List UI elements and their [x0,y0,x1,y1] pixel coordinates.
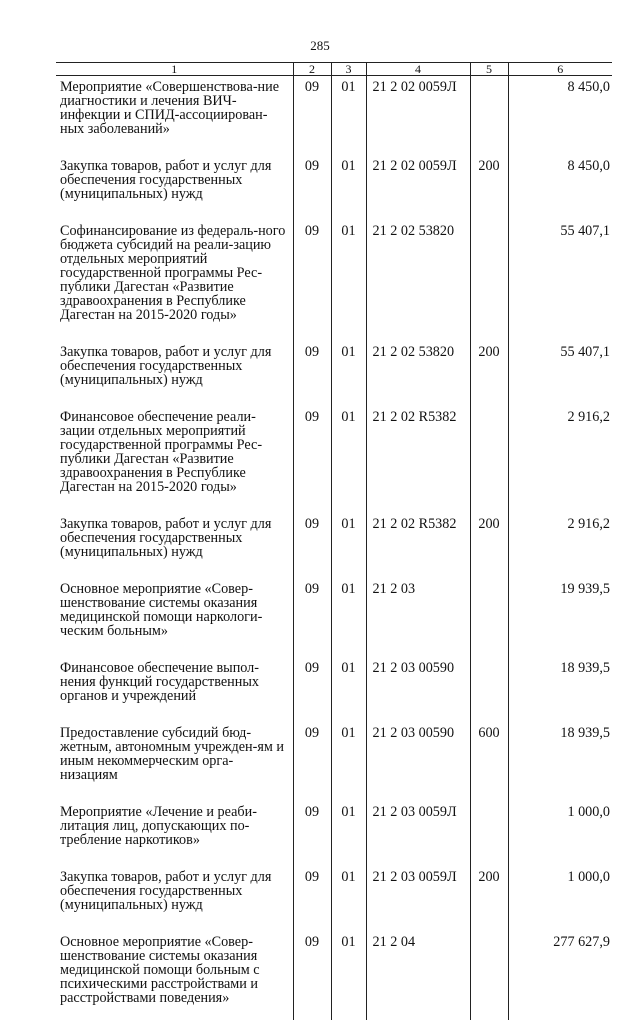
row-name: Закупка товаров, работ и услуг для обеспечения государственных (муниципальных) нужд [60,516,272,560]
table-row [56,797,612,862]
row-subsection: 01 [331,216,366,337]
row-name: Мероприятие «Лечение и реаби-литация лиц, допускающих по-требление наркотиков» [60,804,257,848]
table-row [56,402,612,509]
row-expense-type [470,402,508,509]
row-target-code: 21 2 04 [366,927,470,1020]
table-row [56,509,612,574]
budget-table [56,62,612,1020]
row-amount: 8 450,0 [508,151,612,216]
table-row [56,151,612,216]
row-target-code: 21 2 02 0059Л [366,76,470,152]
row-target-code: 21 2 02 R5382 [366,402,470,509]
row-amount: 18 939,5 [508,653,612,718]
row-section: 09 [293,76,331,152]
table-row [56,653,612,718]
row-subsection: 01 [331,718,366,797]
row-section: 09 [293,509,331,574]
row-amount: 18 939,5 [508,718,612,797]
table-row [56,927,612,1020]
row-target-code: 21 2 02 R5382 [366,509,470,574]
row-section: 09 [293,402,331,509]
row-expense-type: 200 [470,337,508,402]
row-amount: 8 450,0 [508,76,612,152]
row-amount: 1 000,0 [508,862,612,927]
row-name: Основное мероприятие «Совер-шенствование системы оказания медицинской помощи наркологи-ческим больным» [60,581,263,639]
table-row [56,574,612,653]
table-row [56,862,612,927]
table-row [56,216,612,337]
row-subsection: 01 [331,862,366,927]
row-expense-type: 200 [470,862,508,927]
row-subsection: 01 [331,76,366,152]
row-amount: 55 407,1 [508,216,612,337]
row-subsection: 01 [331,574,366,653]
column-header-amount: 6 [508,63,612,76]
row-section: 09 [293,718,331,797]
table-row [56,718,612,797]
row-name: Финансовое обеспечение реали-зации отдельных мероприятий государственной программы Рес-публики Дагестан «Развитие здравоохранения в Республике Дагестан на 2015-2020 годы» [60,409,263,495]
row-name: Мероприятие «Совершенствова-ние диагностики и лечения ВИЧ-инфекции и СПИД-ассоциирован-ных заболеваний» [60,79,280,137]
row-subsection: 01 [331,151,366,216]
row-name: Предоставление субсидий бюд-жетным, автономным учрежден-ям и иным некоммерческим орга-низациям [60,725,284,783]
row-expense-type [470,76,508,152]
row-section: 09 [293,653,331,718]
row-amount: 277 627,9 [508,927,612,1020]
table-row [56,337,612,402]
column-header-subsection: 3 [331,63,366,76]
row-expense-type [470,216,508,337]
row-target-code: 21 2 02 53820 [366,337,470,402]
row-section: 09 [293,151,331,216]
row-target-code: 21 2 03 0059Л [366,862,470,927]
header-row [56,63,612,76]
row-name: Закупка товаров, работ и услуг для обеспечения государственных (муниципальных) нужд [60,158,272,202]
row-amount: 19 939,5 [508,574,612,653]
row-name: Софинансирование из федераль-ного бюджета субсидий на реали-зацию отдельных мероприятий государственной программы Рес-публики Дагестан «Развитие здравоохранения в Республике Дагестан на 2015-2020 годы» [60,223,286,323]
row-subsection: 01 [331,402,366,509]
row-expense-type: 200 [470,509,508,574]
row-amount: 55 407,1 [508,337,612,402]
row-target-code: 21 2 02 53820 [366,216,470,337]
table-row [56,76,612,152]
column-header-section: 2 [293,63,331,76]
row-section: 09 [293,927,331,1020]
row-subsection: 01 [331,509,366,574]
row-expense-type [470,653,508,718]
column-header-name: 1 [56,63,293,76]
row-section: 09 [293,862,331,927]
row-section: 09 [293,574,331,653]
row-name: Финансовое обеспечение выпол-нения функций государственных органов и учреждений [60,660,259,704]
row-subsection: 01 [331,927,366,1020]
row-subsection: 01 [331,337,366,402]
row-target-code: 21 2 03 00590 [366,653,470,718]
column-header-target-code: 4 [366,63,470,76]
row-amount: 2 916,2 [508,402,612,509]
page-number: 285 [310,38,330,53]
row-expense-type: 600 [470,718,508,797]
row-expense-type [470,574,508,653]
row-subsection: 01 [331,797,366,862]
row-name: Основное мероприятие «Совер-шенствование системы оказания медицинской помощи больным с психическими расстройствами и расстройствами поведения» [60,934,260,1006]
row-name: Закупка товаров, работ и услуг для обеспечения государственных (муниципальных) нужд [60,344,272,388]
row-amount: 2 916,2 [508,509,612,574]
row-target-code: 21 2 03 00590 [366,718,470,797]
row-target-code: 21 2 02 0059Л [366,151,470,216]
column-header-expense-type: 5 [470,63,508,76]
row-expense-type [470,927,508,1020]
row-name: Закупка товаров, работ и услуг для обеспечения государственных (муниципальных) нужд [60,869,272,913]
row-section: 09 [293,337,331,402]
row-target-code: 21 2 03 [366,574,470,653]
row-section: 09 [293,797,331,862]
row-expense-type: 200 [470,151,508,216]
row-expense-type [470,797,508,862]
row-amount: 1 000,0 [508,797,612,862]
row-subsection: 01 [331,653,366,718]
row-section: 09 [293,216,331,337]
row-target-code: 21 2 03 0059Л [366,797,470,862]
